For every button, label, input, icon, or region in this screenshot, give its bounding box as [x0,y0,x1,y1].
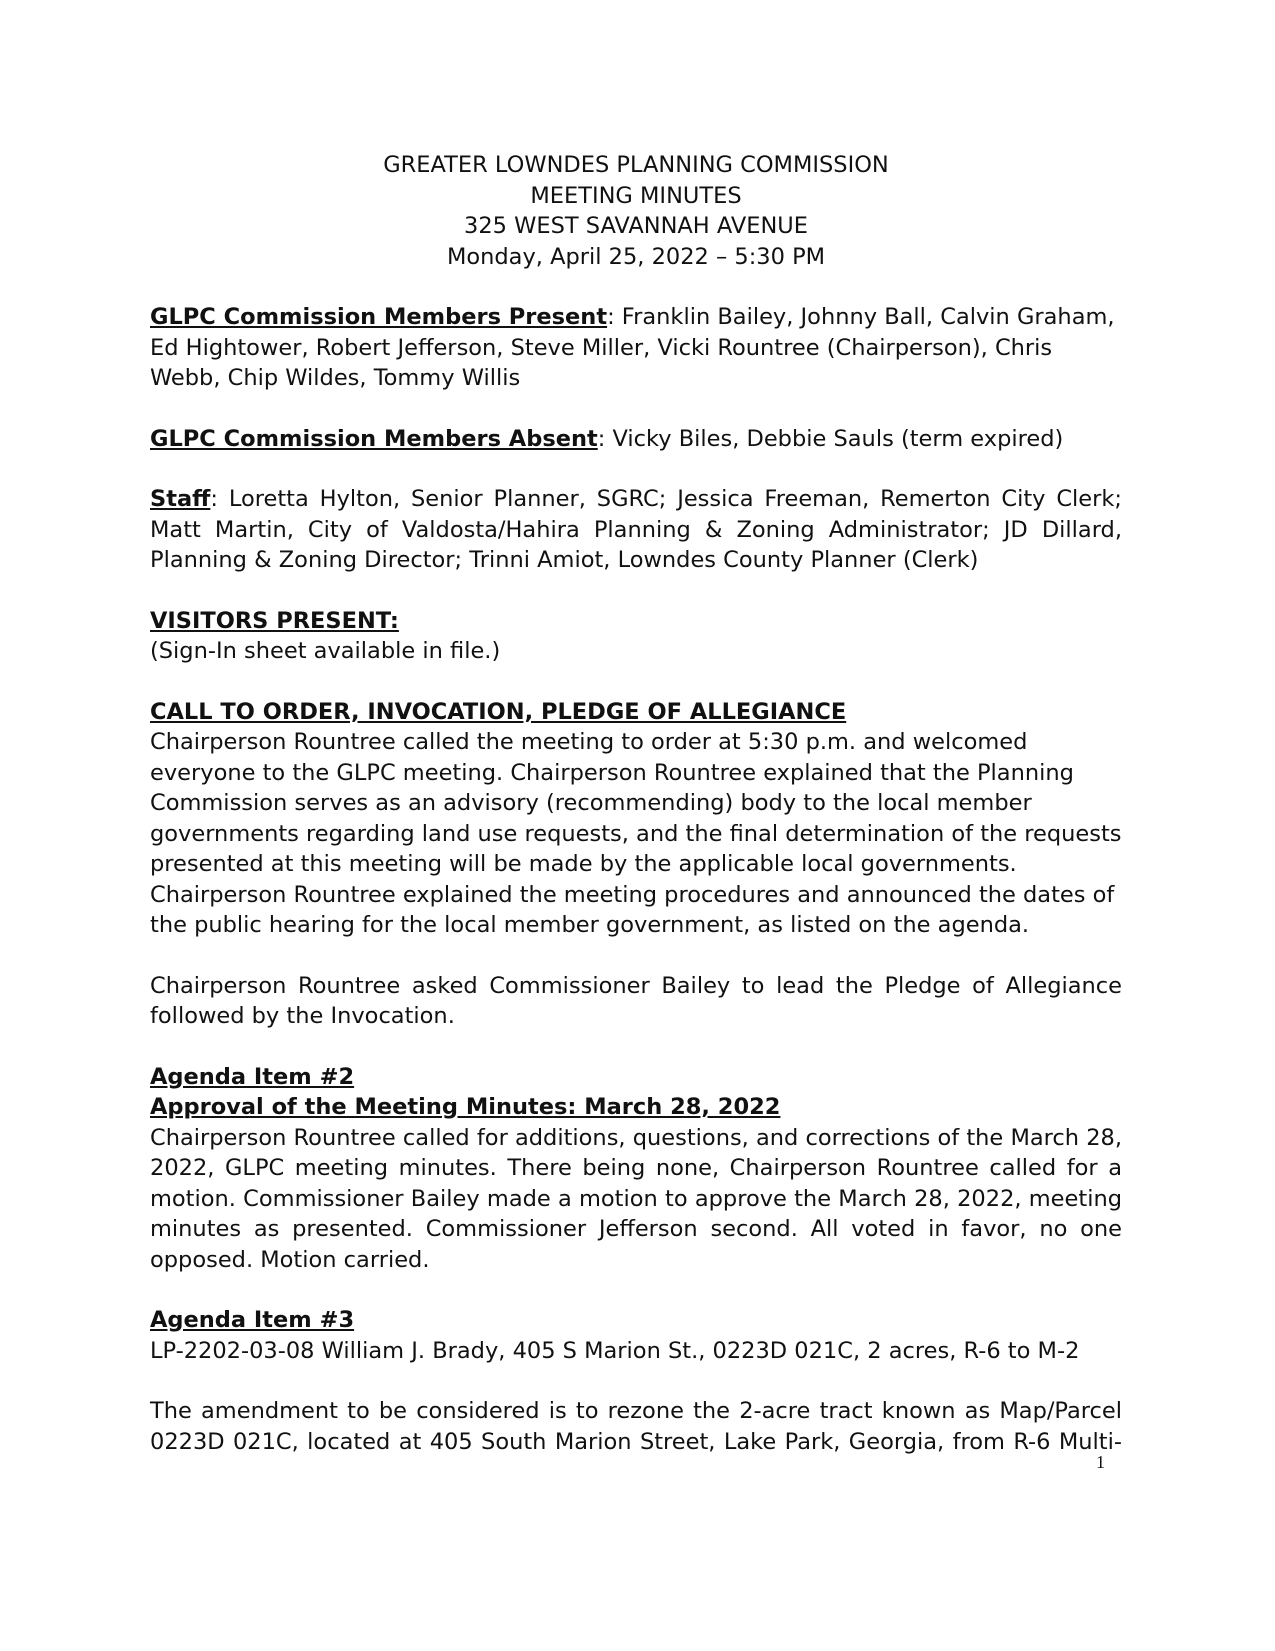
agenda-item-2-section [150,1062,1122,1276]
members-absent-label: GLPC Commission Members Absent [150,425,598,452]
staff-paragraph [150,484,1122,576]
pledge-paragraph: Chairperson Rountree asked Commissioner Bailey to lead the Pledge of Allegiance followed by the Invocation. [150,972,1122,1029]
minutes-body [150,150,1122,1487]
agenda-item-3-section [150,1305,1122,1366]
members-present-paragraph [150,302,1122,394]
document-header [150,150,1122,272]
agenda-item-3-text: The amendment to be considered is to rezone the 2-acre tract known as Map/Parcel 0223D 021C, located at 405 South Marion Street, Lake Park, Georgia, from R-6 Multi- [150,1398,1122,1455]
members-present-label: GLPC Commission Members Present [150,304,608,330]
visitors-section [150,606,1122,667]
organization-title: GREATER LOWNDES PLANNING COMMISSION [383,152,889,178]
visitors-note: (Sign-In sheet available in file.) [150,638,501,664]
document-title: MEETING MINUTES [530,182,742,209]
agenda-item-3-case: LP-2202-03-08 William J. Brady, 405 S Marion St., 0223D 021C, 2 acres, R-6 to M-2 [150,1337,1080,1364]
page-number: 1 [1096,1452,1105,1472]
agenda-item-2-text: Chairperson Rountree called for additions, questions, and corrections of the March 28, 2022, GLPC meeting minutes. There being none, Chairperson Rountree called for a motion. Commissioner Bailey made a motion to approve the March 28, 2022, meeting minutes as presented. Commissioner Jefferson second. All voted in favor, no one opposed. Motion carried. [150,1124,1122,1273]
members-absent-list: : Vicky Biles, Debbie Sauls (term expired) [597,425,1064,452]
members-absent-paragraph [150,424,1122,455]
call-to-order-paragraph: Chairperson Rountree called the meeting to order at 5:30 p.m. and welcomed everyone to the GLPC meeting. Chairperson Rountree explained that the Planning Commission serves as an advisory (recommending) body to the local member governments regarding land use requests, and the final determination of the requests presented at this meeting will be made by the applicable local governments. Chairperson Rountree explained the meeting procedures and announced the dates of the public hearing for the local member government, as listed on the agenda. [150,729,1122,938]
agenda-item-2-subheading: Approval of the Meeting Minutes: March 28, 2022 [150,1094,781,1120]
staff-list: : Loretta Hylton, Senior Planner, SGRC; Jessica Freeman, Remerton City Clerk; Matt Martin, City of Valdosta/Hahira Planning & Zoning Administrator; JD Dillard, Planning & Zoning Director; Trinni Amiot, Lowndes County Planner (Clerk) [150,486,1122,573]
agenda-item-3-heading: Agenda Item #3 [150,1307,355,1333]
members-present-list: : Franklin Bailey, Johnny Ball, Calvin Graham, Ed Hightower, Robert Jefferson, Steve Miller, Vicki Rountree (Chairperson), Chris Webb, Chip Wildes, Tommy Willis [150,304,1115,391]
agenda-item-2-heading: Agenda Item #2 [150,1063,355,1090]
meeting-date: Monday, April 25, 2022 – 5:30 PM [446,243,826,270]
call-to-order-heading: CALL TO ORDER, INVOCATION, PLEDGE OF ALLEGIANCE [150,698,847,725]
call-to-order-section [150,697,1122,941]
visitors-heading: VISITORS PRESENT: [150,607,399,634]
staff-label: Staff [150,486,211,512]
meeting-address: 325 WEST SAVANNAH AVENUE [464,213,808,239]
